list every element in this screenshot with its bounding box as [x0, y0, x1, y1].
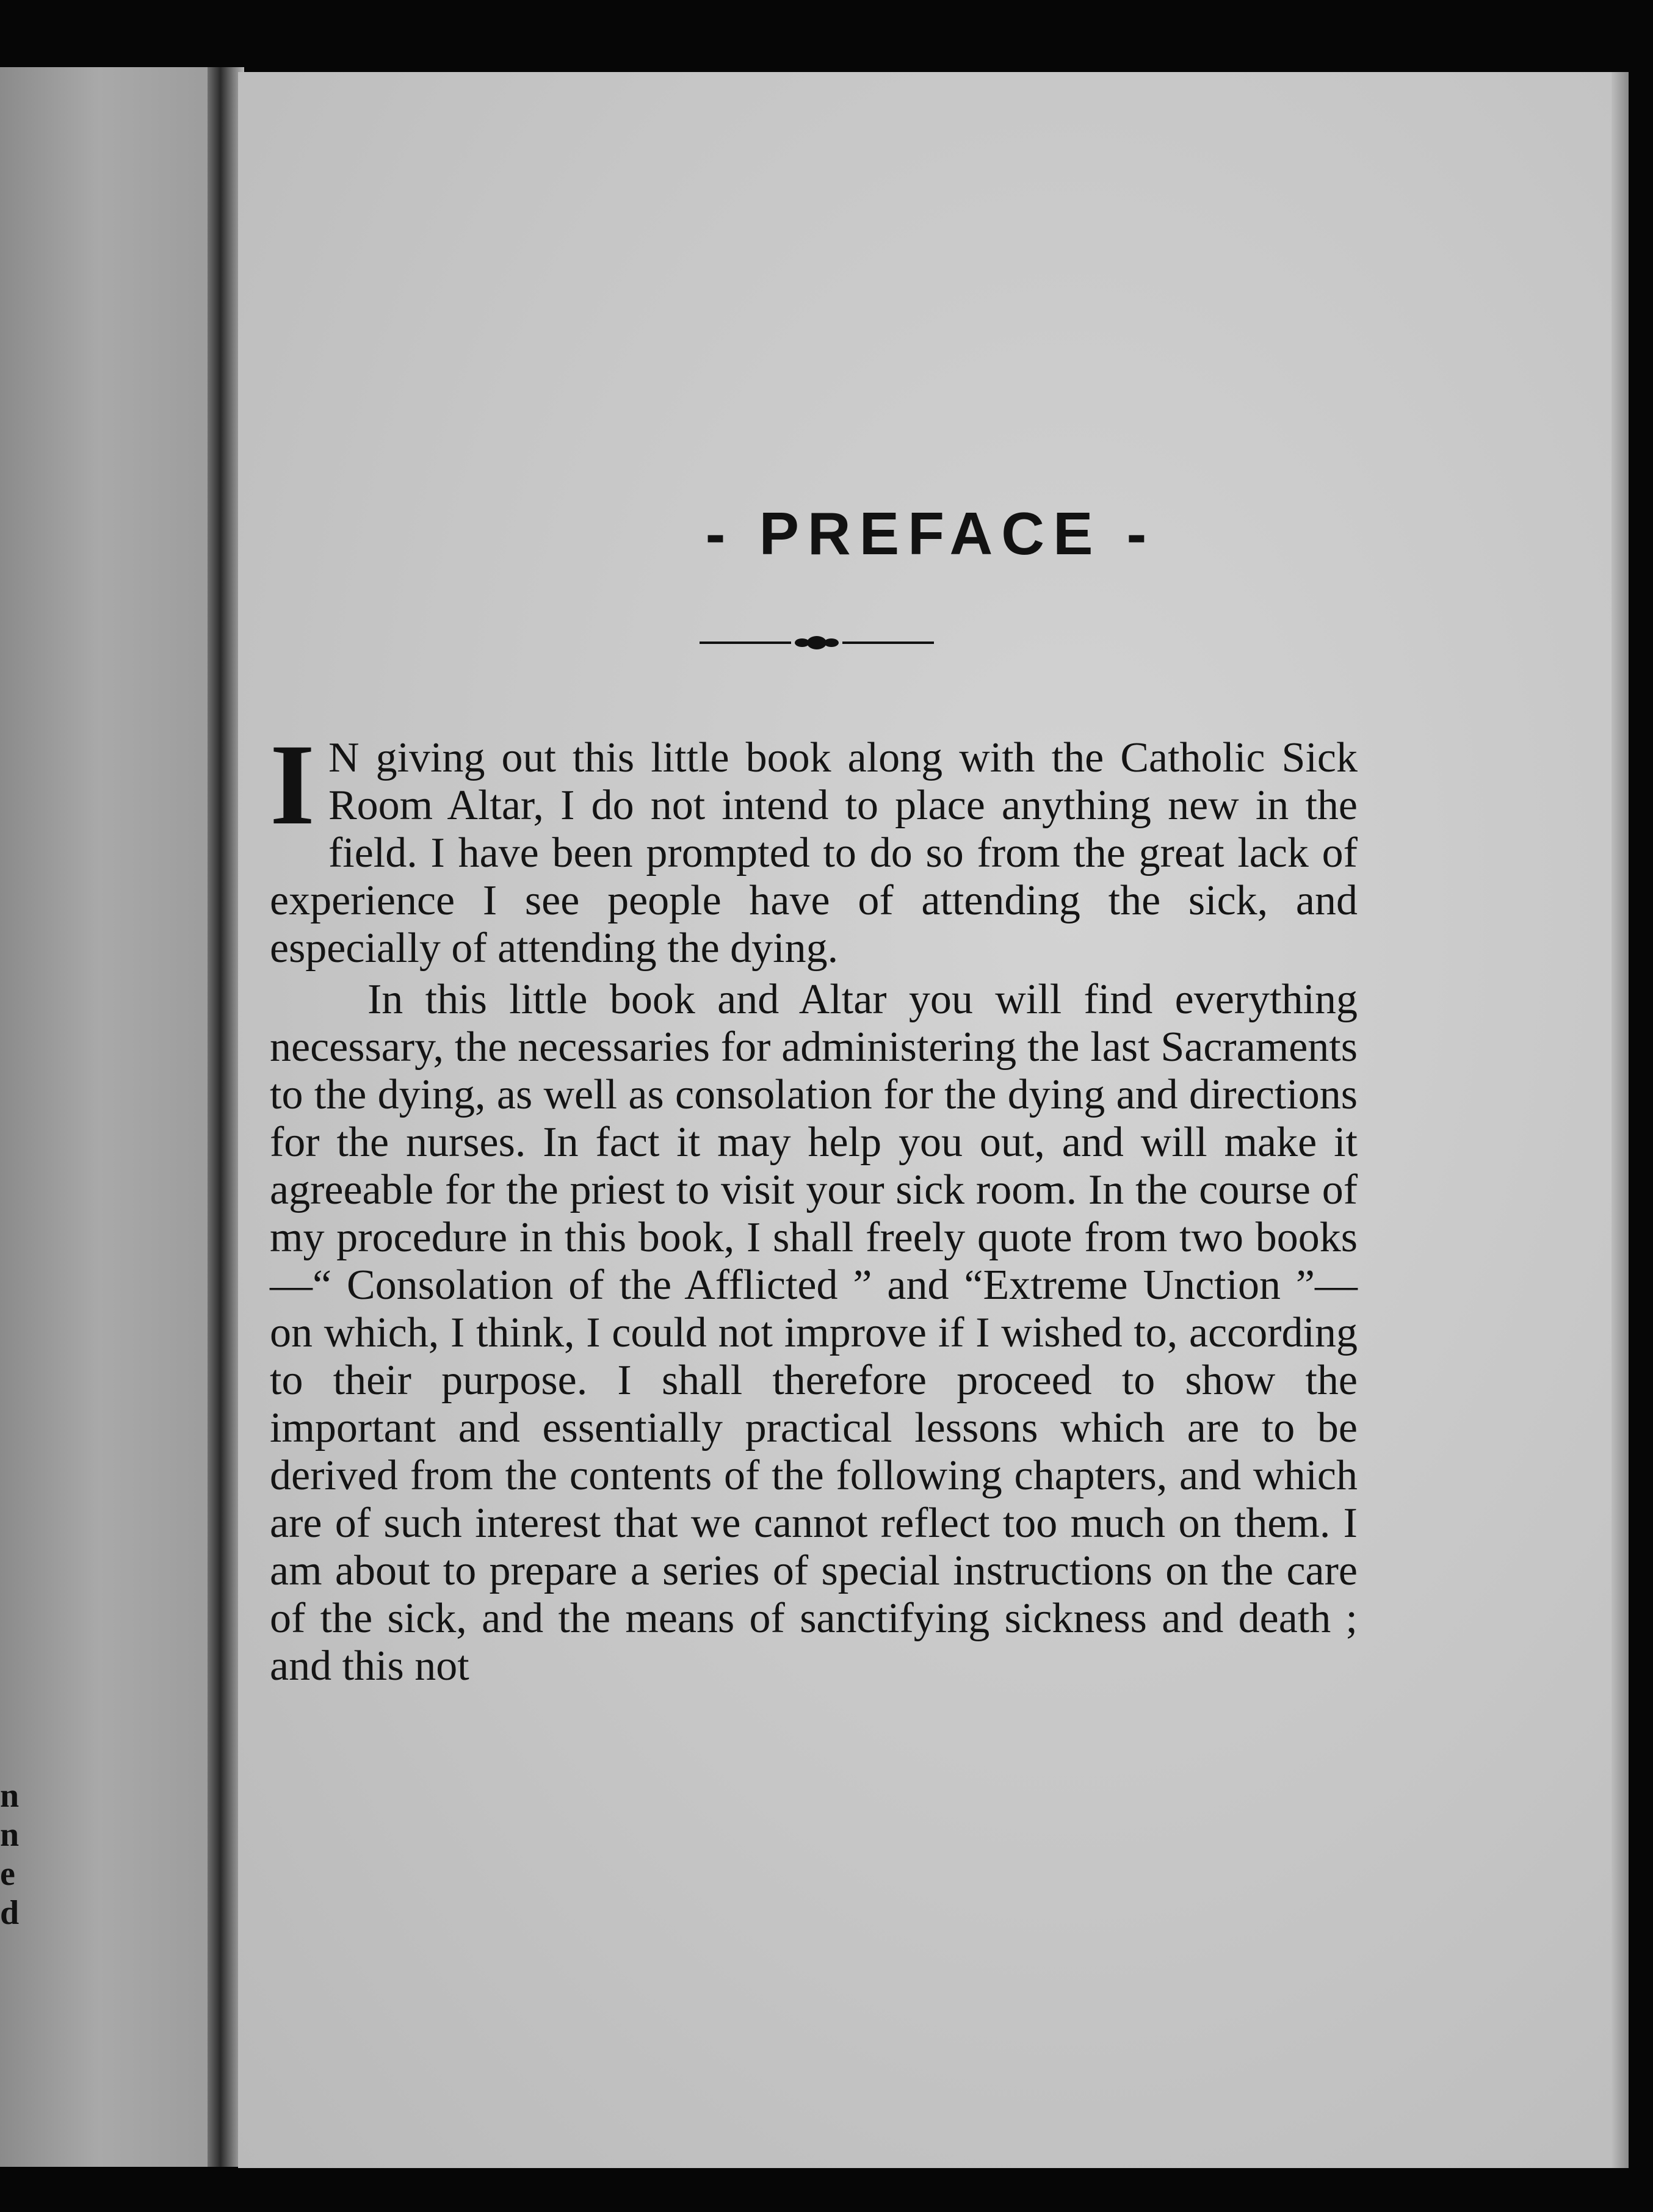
ornament-divider-icon — [700, 634, 934, 652]
fragment-letter: n — [0, 1816, 20, 1854]
fragment-letter: e — [0, 1855, 15, 1893]
preface-body — [270, 721, 1358, 1690]
left-page-text-fragments — [0, 1776, 24, 1932]
paragraph-1 — [270, 721, 1358, 972]
left-facing-page — [0, 67, 220, 2167]
page-edge — [1611, 72, 1629, 2168]
fragment-letter: n — [0, 1777, 20, 1815]
paragraph-1-text: N giving out this little book along with the Catholic Sick Room Altar, I do not intend to place anything new in the field. I have been prompted to do so from the great lack of experience I see people have of attending the sick, and especially of attending the dying. — [270, 734, 1358, 972]
fragment-letter: d — [0, 1894, 20, 1932]
page-title: - PREFACE - — [705, 500, 1156, 567]
drop-cap: I — [270, 721, 315, 849]
paragraph-2: In this little book and Altar you will find everything necessary, the necessaries for administering the last Sacraments to the dying, as well as consolation for the dying and directions for the nurses. In fact it may help you out, and will make it agreeable for the priest to visit your sick room. In the course of my procedure in this book, I shall freely quote from two books—“ Consolation of the Afflicted ” and “Extreme Unction ”—on which, I think, I could not improve if I wished to, according to their purpose. I shall therefore proceed to show the important and essentially practical lessons which are to be derived from the contents of the following chapters, and which are of such interest that we cannot reflect too much on them. I am about to prepare a series of special instructions on the care of the sick, and the means of sanctifying sickness and death ; and this not — [270, 976, 1358, 1690]
preface-page — [238, 72, 1622, 2168]
